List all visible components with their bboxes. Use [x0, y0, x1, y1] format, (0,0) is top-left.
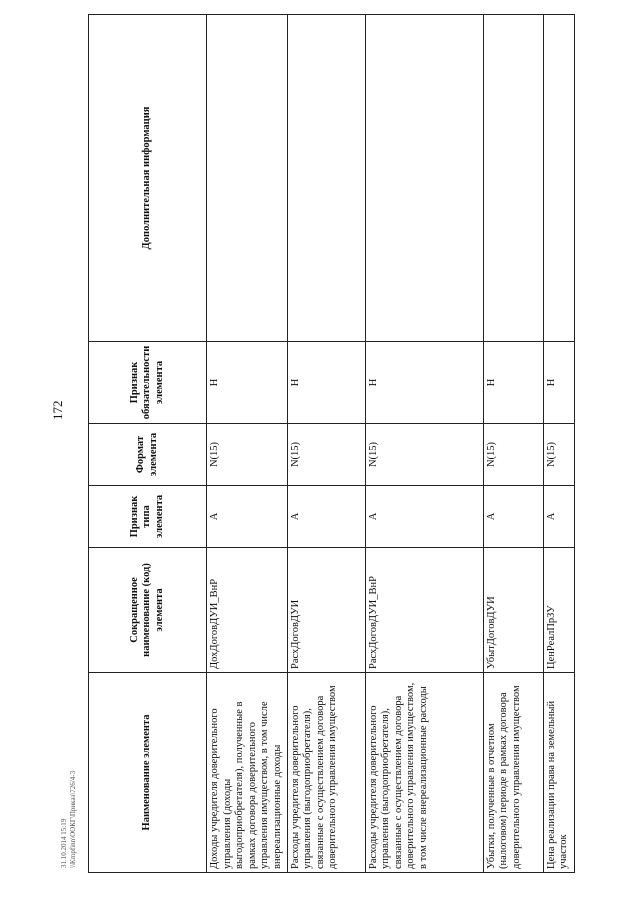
rotated-table-container [88, 15, 570, 873]
header-element-name: Наименование элемента [89, 673, 207, 873]
page-number: 172 [50, 400, 65, 420]
cell-format: N(15) [287, 424, 365, 486]
cell-format: N(15) [483, 424, 543, 486]
cell-format: N(15) [207, 424, 288, 486]
cell-type: А [365, 486, 483, 548]
cell-code: РасхДоговДУИ [287, 548, 365, 673]
cell-type: А [483, 486, 543, 548]
cell-info [207, 15, 288, 342]
header-element-format: Формат элемента [89, 424, 207, 486]
cell-type: А [543, 486, 574, 548]
document-footer [60, 771, 78, 868]
cell-info [483, 15, 543, 342]
cell-code: УбытДоговДУИ [483, 548, 543, 673]
cell-required: Н [207, 342, 288, 424]
table-row [483, 15, 543, 873]
header-element-required: Признак обязательности элемента [89, 342, 207, 424]
header-element-code: Сокращенное наименование (код) элемента [89, 548, 207, 673]
cell-required: Н [483, 342, 543, 424]
cell-code: ЦенРеалПрЗУ [543, 548, 574, 673]
table-row [287, 15, 365, 873]
footer-timestamp: 31.10.2014 15:19 [60, 818, 68, 868]
cell-type: А [207, 486, 288, 548]
cell-format: N(15) [365, 424, 483, 486]
cell-code: ДохДоговДУИ_ВнР [207, 548, 288, 673]
table-row [543, 15, 574, 873]
cell-name: Доходы учредителя доверительного управления (доходы выгодоприобретателя), полученные в рамках договора доверительного управления имуществом, в том числе внереализационные доходы [207, 673, 288, 873]
table-row [365, 15, 483, 873]
cell-name: Цена реализации права на земельный участок [543, 673, 574, 873]
header-element-type: Признак типа элемента [89, 486, 207, 548]
elements-table [88, 14, 575, 873]
cell-info [543, 15, 574, 342]
table-header-row [89, 15, 207, 873]
cell-info [365, 15, 483, 342]
cell-code: РасхДоговДУИ_ВнР [365, 548, 483, 673]
table-row [207, 15, 288, 873]
header-additional-info: Дополнительная информация [89, 15, 207, 342]
cell-format: N(15) [543, 424, 574, 486]
cell-type: А [287, 486, 365, 548]
footer-file-path: \\Kmpfinn\ООКГ\Приказ\726/4-3 [68, 770, 77, 868]
cell-name: Расходы учредителя доверительного управления (выгодоприобретателя), связанные с осуществлением договора доверительного управления имуществом [287, 673, 365, 873]
cell-required: Н [287, 342, 365, 424]
cell-name: Расходы учредителя доверительного управления (выгодоприобретателя), связанные с осуществлением договора доверительного управления имуществом, в том числе внереализационные расходы [365, 673, 483, 873]
cell-name: Убытки, полученные в отчетном (налоговом) периоде в рамках договора доверительного управления имуществом [483, 673, 543, 873]
cell-required: Н [543, 342, 574, 424]
cell-required: Н [365, 342, 483, 424]
cell-info [287, 15, 365, 342]
